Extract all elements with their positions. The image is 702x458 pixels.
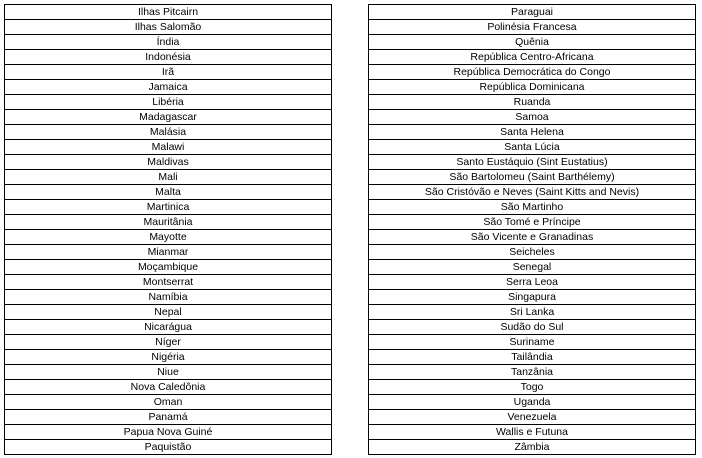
table-row [5, 20, 332, 35]
table-row [369, 35, 696, 50]
table-row [369, 275, 696, 290]
table-row [5, 410, 332, 425]
country-cell: Mauritânia [5, 215, 332, 230]
country-cell: Malawi [5, 140, 332, 155]
table-row [369, 20, 696, 35]
table-row [369, 380, 696, 395]
country-cell: Paquistão [5, 440, 332, 455]
table-row [369, 245, 696, 260]
table-row [369, 305, 696, 320]
table-row [369, 185, 696, 200]
table-row [5, 170, 332, 185]
country-cell: Senegal [369, 260, 696, 275]
country-cell: República Dominicana [369, 80, 696, 95]
table-row [369, 95, 696, 110]
country-cell: Singapura [369, 290, 696, 305]
country-cell: Seicheles [369, 245, 696, 260]
country-cell: Paraguai [369, 5, 696, 20]
table-row [5, 425, 332, 440]
country-cell: Panamá [5, 410, 332, 425]
table-row [369, 5, 696, 20]
table-row [5, 335, 332, 350]
country-cell: Maldivas [5, 155, 332, 170]
country-cell: Ruanda [369, 95, 696, 110]
country-cell: Zâmbia [369, 440, 696, 455]
country-cell: Santa Lúcia [369, 140, 696, 155]
table-row [5, 200, 332, 215]
table-row [369, 425, 696, 440]
table-row [5, 140, 332, 155]
table-row [369, 215, 696, 230]
country-cell: Malásia [5, 125, 332, 140]
table-row [369, 335, 696, 350]
table-row [5, 80, 332, 95]
country-cell: Nigéria [5, 350, 332, 365]
country-cell: Quênia [369, 35, 696, 50]
country-table-right [368, 4, 696, 455]
country-cell: Irã [5, 65, 332, 80]
table-row [369, 320, 696, 335]
country-cell: Mayotte [5, 230, 332, 245]
country-cell: Índia [5, 35, 332, 50]
table-row [369, 230, 696, 245]
country-cell: Indonésia [5, 50, 332, 65]
table-row [5, 65, 332, 80]
country-cell: Papua Nova Guiné [5, 425, 332, 440]
table-row [369, 155, 696, 170]
table-row [369, 125, 696, 140]
table-row [5, 320, 332, 335]
country-cell: Mianmar [5, 245, 332, 260]
country-table-left [4, 4, 332, 455]
table-row [369, 410, 696, 425]
country-cell: São Vicente e Granadinas [369, 230, 696, 245]
country-cell: Sudão do Sul [369, 320, 696, 335]
country-cell: Venezuela [369, 410, 696, 425]
table-row [369, 365, 696, 380]
country-table-right-body [369, 5, 696, 455]
country-cell: Serra Leoa [369, 275, 696, 290]
table-row [369, 395, 696, 410]
country-cell: Tailândia [369, 350, 696, 365]
country-cell: Wallis e Futuna [369, 425, 696, 440]
country-cell: Libéria [5, 95, 332, 110]
table-row [5, 395, 332, 410]
table-row [5, 110, 332, 125]
table-row [5, 245, 332, 260]
country-cell: Oman [5, 395, 332, 410]
country-cell: Nova Caledônia [5, 380, 332, 395]
country-cell: São Tomé e Príncipe [369, 215, 696, 230]
country-cell: Ilhas Salomão [5, 20, 332, 35]
table-row [5, 440, 332, 455]
table-row [369, 260, 696, 275]
country-cell: República Centro-Africana [369, 50, 696, 65]
country-cell: Suriname [369, 335, 696, 350]
country-cell: Malta [5, 185, 332, 200]
table-row [5, 290, 332, 305]
table-row [5, 230, 332, 245]
table-row [369, 50, 696, 65]
country-cell: Nepal [5, 305, 332, 320]
table-row [5, 215, 332, 230]
country-cell: Samoa [369, 110, 696, 125]
country-cell: Madagascar [5, 110, 332, 125]
country-cell: São Martinho [369, 200, 696, 215]
country-cell: Santa Helena [369, 125, 696, 140]
table-row [5, 305, 332, 320]
table-row [5, 35, 332, 50]
table-row [369, 140, 696, 155]
country-cell: República Democrática do Congo [369, 65, 696, 80]
country-cell: Jamaica [5, 80, 332, 95]
country-cell: Namíbia [5, 290, 332, 305]
country-cell: Ilhas Pitcairn [5, 5, 332, 20]
table-row [5, 50, 332, 65]
table-row [5, 260, 332, 275]
table-row [369, 110, 696, 125]
country-cell: Santo Eustáquio (Sint Eustatius) [369, 155, 696, 170]
country-cell: Mali [5, 170, 332, 185]
country-cell: Tanzânia [369, 365, 696, 380]
table-row [5, 155, 332, 170]
table-row [369, 440, 696, 455]
country-cell: Nicarágua [5, 320, 332, 335]
table-row [5, 5, 332, 20]
table-row [5, 95, 332, 110]
country-cell: Moçambique [5, 260, 332, 275]
table-row [5, 275, 332, 290]
table-row [369, 170, 696, 185]
country-cell: São Bartolomeu (Saint Barthélemy) [369, 170, 696, 185]
table-row [369, 80, 696, 95]
table-row [369, 200, 696, 215]
table-row [5, 380, 332, 395]
table-row [5, 365, 332, 380]
table-row [369, 290, 696, 305]
country-cell: Sri Lanka [369, 305, 696, 320]
country-table-left-body [5, 5, 332, 455]
country-cell: Níger [5, 335, 332, 350]
table-row [5, 350, 332, 365]
table-row [369, 350, 696, 365]
table-row [5, 185, 332, 200]
table-row [5, 125, 332, 140]
country-cell: Niue [5, 365, 332, 380]
country-cell: Montserrat [5, 275, 332, 290]
country-cell: Martinica [5, 200, 332, 215]
country-cell: Uganda [369, 395, 696, 410]
country-cell: Togo [369, 380, 696, 395]
country-cell: Polinésia Francesa [369, 20, 696, 35]
country-cell: São Cristóvão e Neves (Saint Kitts and Nevis) [369, 185, 696, 200]
table-row [369, 65, 696, 80]
